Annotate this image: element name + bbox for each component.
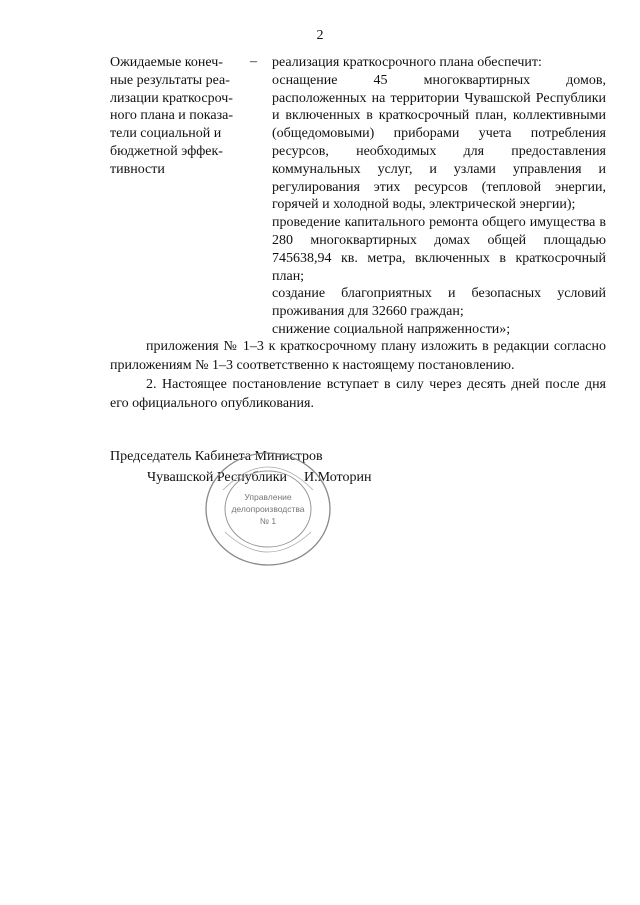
- results-content: [272, 54, 606, 339]
- signatory-title-line-2: Чувашской Республики: [147, 470, 288, 485]
- stamp-line-2: делопроизводства: [231, 504, 305, 514]
- results-label-line: ного плана и показа-: [110, 108, 233, 124]
- results-item: проведение капитального ремонта общего имущества в 280 многоквартирных домах общей площадью 745638,94 кв. метра, включенных в краткосрочный план;: [272, 215, 606, 284]
- stamp-line-3: № 1: [259, 516, 277, 526]
- results-label-line: ные результаты реа-: [110, 72, 230, 88]
- results-label-line: бюджетной эффек-: [110, 143, 223, 159]
- body-paragraph-effective: 2. Настоящее постановление вступает в силу через десять дней после дня его официального опубликования.: [110, 377, 606, 411]
- results-label: [110, 54, 241, 179]
- results-dash: –: [250, 54, 257, 69]
- page-number: 2: [316, 28, 324, 43]
- results-intro: реализация краткосрочного плана обеспечит:: [272, 55, 542, 70]
- signatory-title-line-1: Председатель Кабинета Министров: [110, 449, 323, 464]
- body-text: [110, 337, 606, 413]
- official-stamp: [203, 450, 333, 568]
- results-label-line: Ожидаемые конеч-: [110, 55, 223, 70]
- results-item: создание благоприятных и безопасных условий проживания для 32660 граждан;: [272, 286, 606, 320]
- results-label-line: тели социальной и: [110, 126, 222, 142]
- results-label-line: тивности: [110, 161, 165, 177]
- stamp-line-1: Управление: [244, 492, 292, 502]
- body-paragraph-appendices: приложения № 1–3 к краткосрочному плану изложить в редакции согласно приложениям № 1–3 соответственно к настоящему постановлению.: [110, 339, 606, 373]
- stamp-seal-icon: [203, 450, 333, 568]
- results-label-line: лизации краткосроч-: [110, 90, 233, 106]
- signatory-name: И.Моторин: [304, 470, 372, 485]
- results-item: оснащение 45 многоквартирных домов, расположенных на территории Чувашской Республики и включенных в краткосрочный план, коллективными (общедомовыми) приборами учета потребления ресурсов, необходимых для предоставления коммунальных услуг, и узлами управления и регулирования этих ресурсов (тепловой энергии, горячей и холодной воды, электрической энергии);: [272, 72, 606, 213]
- results-item: снижение социальной напряженности»;: [272, 321, 511, 337]
